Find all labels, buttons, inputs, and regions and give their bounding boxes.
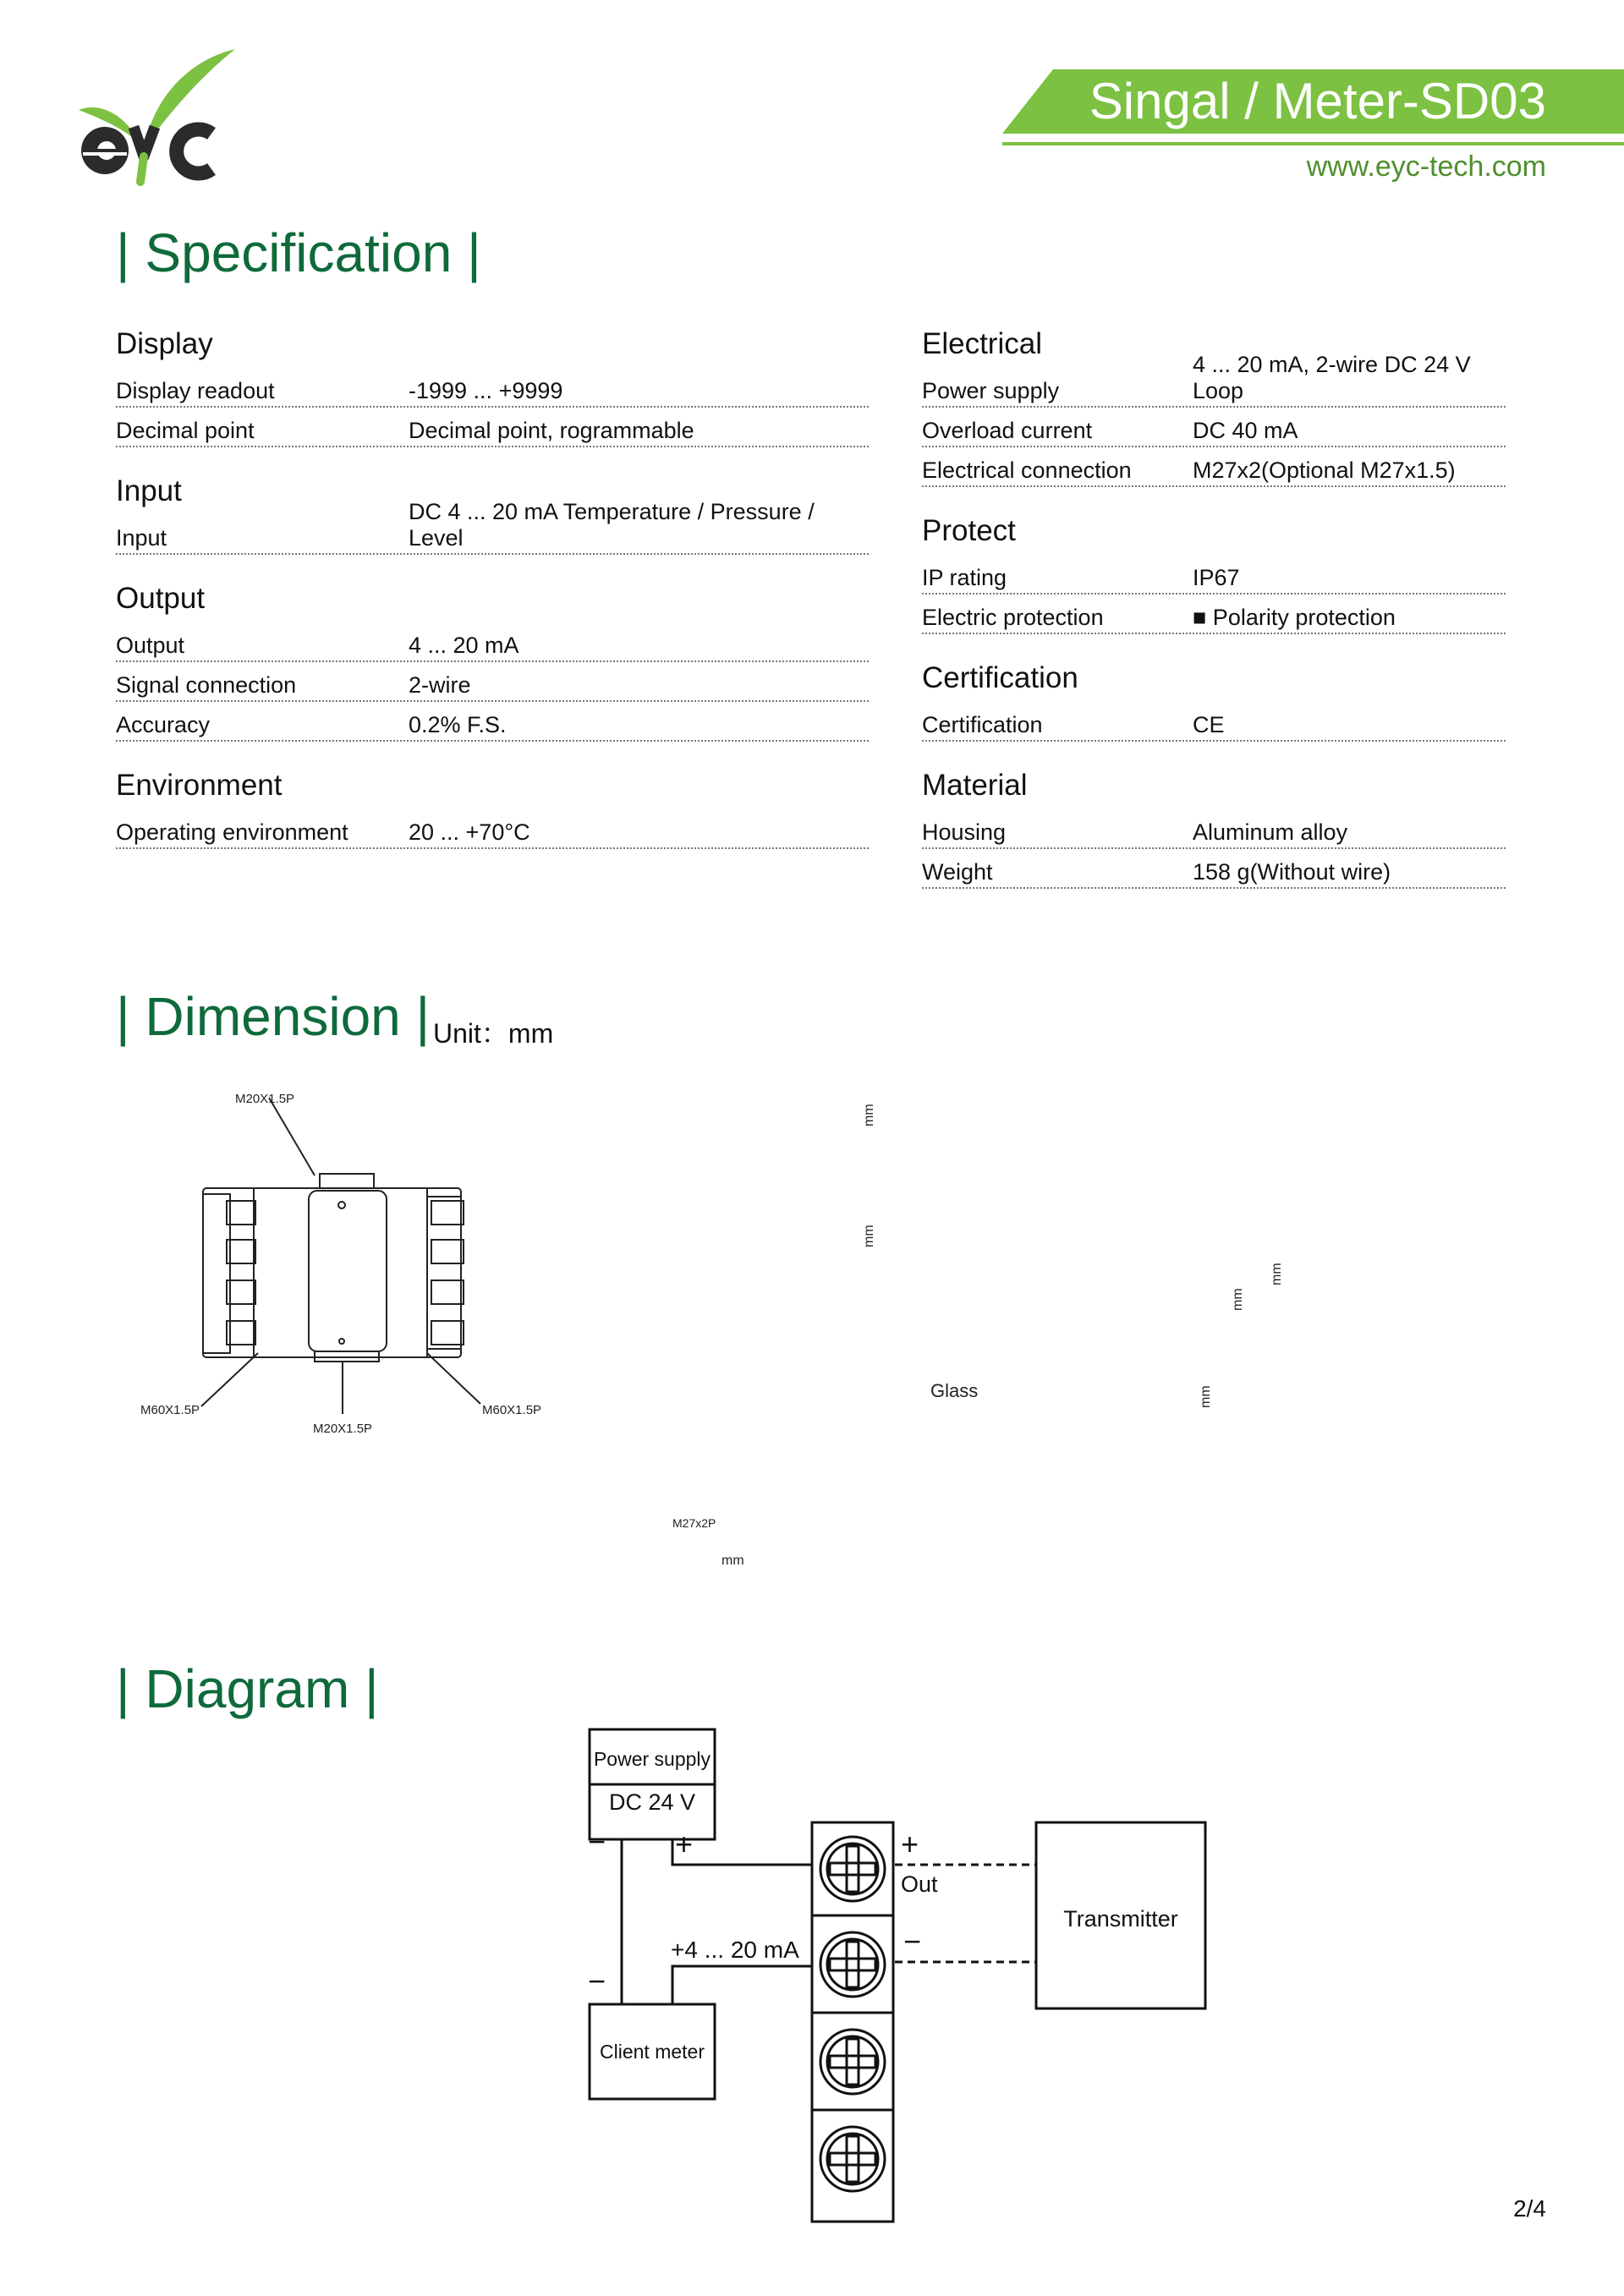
spec-group-title: Material (922, 769, 1028, 802)
spec-row (922, 408, 1506, 447)
spec-row (116, 702, 869, 742)
spec-value: ■ Polarity protection (1193, 605, 1396, 630)
terminal-screw-icon (820, 2127, 885, 2191)
spec-label: Output (116, 633, 185, 658)
spec-row (922, 555, 1506, 595)
website-url[interactable]: www.eyc-tech.com (1306, 151, 1546, 183)
terminal-screw-icon (820, 2030, 885, 2094)
wiring-diagram (0, 1717, 1624, 2241)
spec-value: DC 40 mA (1193, 418, 1298, 443)
power-supply-voltage: DC 24 V (608, 1789, 696, 1815)
page-number: 2/4 (1513, 2195, 1546, 2222)
transmitter-label: Transmitter (1063, 1906, 1178, 1932)
dim-glass-label: Glass (930, 1380, 979, 1401)
spec-row (922, 447, 1506, 487)
spec-value: 4 ... 20 mA, 2-wire DC 24 V Loop (1193, 352, 1471, 403)
spec-group-title: Environment (116, 769, 283, 802)
dim-mm-6: mm (721, 1553, 744, 1568)
meter-minus-sign: − (588, 1964, 606, 1998)
spec-group (922, 326, 1506, 487)
spec-label: Signal connection (116, 672, 297, 698)
spec-value: 158 g(Without wire) (1193, 859, 1391, 885)
spec-label: Overload current (922, 418, 1093, 443)
power-minus-sign: − (588, 1824, 606, 1859)
spec-row (922, 595, 1506, 634)
spec-group (922, 767, 1506, 889)
spec-value: DC 4 ... 20 mA Temperature / Pressure / Level (409, 499, 815, 551)
spec-row (922, 809, 1506, 849)
spec-value: 20 ... +70°C (409, 819, 530, 845)
spec-row (922, 849, 1506, 889)
header-divider (1002, 142, 1624, 145)
dim-m20-bottom: M20X1.5P (313, 1422, 373, 1436)
client-meter-label: Client meter (600, 2041, 705, 2063)
spec-value: Aluminum alloy (1193, 819, 1348, 845)
specification-heading: | Specification | (116, 222, 481, 283)
dimension-unit: Unit：mm (433, 1018, 554, 1049)
dim-m60-right: M60X1.5P (482, 1403, 542, 1417)
dim-mm-2: mm (862, 1225, 876, 1247)
spec-value: 0.2% F.S. (409, 712, 507, 737)
eyc-logo-icon (74, 42, 244, 190)
spec-value: -1999 ... +9999 (409, 378, 563, 403)
spec-group (116, 326, 869, 447)
signal-label: +4 ... 20 mA (671, 1937, 799, 1963)
spec-group (116, 767, 869, 849)
spec-label: Display readout (116, 378, 275, 403)
spec-label: Weight (922, 859, 993, 885)
spec-label: Certification (922, 712, 1043, 737)
spec-row (116, 809, 869, 849)
spec-value: 4 ... 20 mA (409, 633, 519, 658)
dim-mm-5: mm (1199, 1385, 1213, 1408)
spec-label: IP rating (922, 565, 1007, 590)
spec-value: Decimal point, rogrammable (409, 418, 694, 443)
spec-label: Electrical connection (922, 458, 1132, 483)
dimension-drawing (0, 1074, 1624, 1598)
out-label: Out (901, 1871, 938, 1897)
spec-label: Decimal point (116, 418, 255, 443)
dim-m60-left: M60X1.5P (140, 1403, 200, 1417)
spec-group (922, 660, 1506, 742)
power-supply-label: Power supply (593, 1748, 711, 1770)
dim-mm-4: mm (1231, 1288, 1245, 1311)
out-plus-sign: + (901, 1827, 919, 1861)
spec-group-title: Input (116, 474, 182, 507)
spec-label: Accuracy (116, 712, 211, 737)
spec-group-title: Electrical (922, 327, 1042, 360)
spec-group (116, 580, 869, 742)
spec-right-column (922, 326, 1506, 914)
spec-label: Operating environment (116, 819, 348, 845)
spec-row (922, 702, 1506, 742)
spec-value: CE (1193, 712, 1225, 737)
spec-group-title: Certification (922, 661, 1078, 694)
power-plus-sign: + (675, 1827, 694, 1861)
spec-value: IP67 (1193, 565, 1240, 590)
spec-row (116, 499, 869, 555)
dim-m27-label: M27x2P (672, 1516, 716, 1530)
dimension-heading: | Dimension | (116, 986, 431, 1047)
spec-group-title: Output (116, 582, 206, 615)
terminal-screw-icon (820, 1837, 885, 1901)
dim-mm-1: mm (862, 1104, 876, 1126)
spec-left-column (116, 326, 869, 874)
spec-value: 2-wire (409, 672, 471, 698)
out-minus-sign: − (903, 1924, 922, 1959)
spec-label: Electric protection (922, 605, 1104, 630)
spec-row (116, 368, 869, 408)
spec-label: Input (116, 525, 167, 551)
spec-row (116, 662, 869, 702)
terminal-screw-icon (820, 1932, 885, 1997)
spec-group-title: Display (116, 327, 213, 360)
spec-label: Housing (922, 819, 1007, 845)
diagram-heading: | Diagram | (116, 1658, 379, 1719)
spec-group (922, 512, 1506, 634)
spec-value: M27x2(Optional M27x1.5) (1193, 458, 1456, 483)
spec-group (116, 473, 869, 555)
spec-row (116, 408, 869, 447)
dim-mm-3: mm (1270, 1263, 1284, 1285)
spec-row (922, 352, 1506, 408)
header-title: Singal / Meter-SD03 (1089, 73, 1546, 129)
dim-m20-top: M20X1.5P (235, 1092, 295, 1106)
spec-row (116, 622, 869, 662)
spec-group-title: Protect (922, 514, 1016, 547)
spec-label: Power supply (922, 378, 1060, 403)
